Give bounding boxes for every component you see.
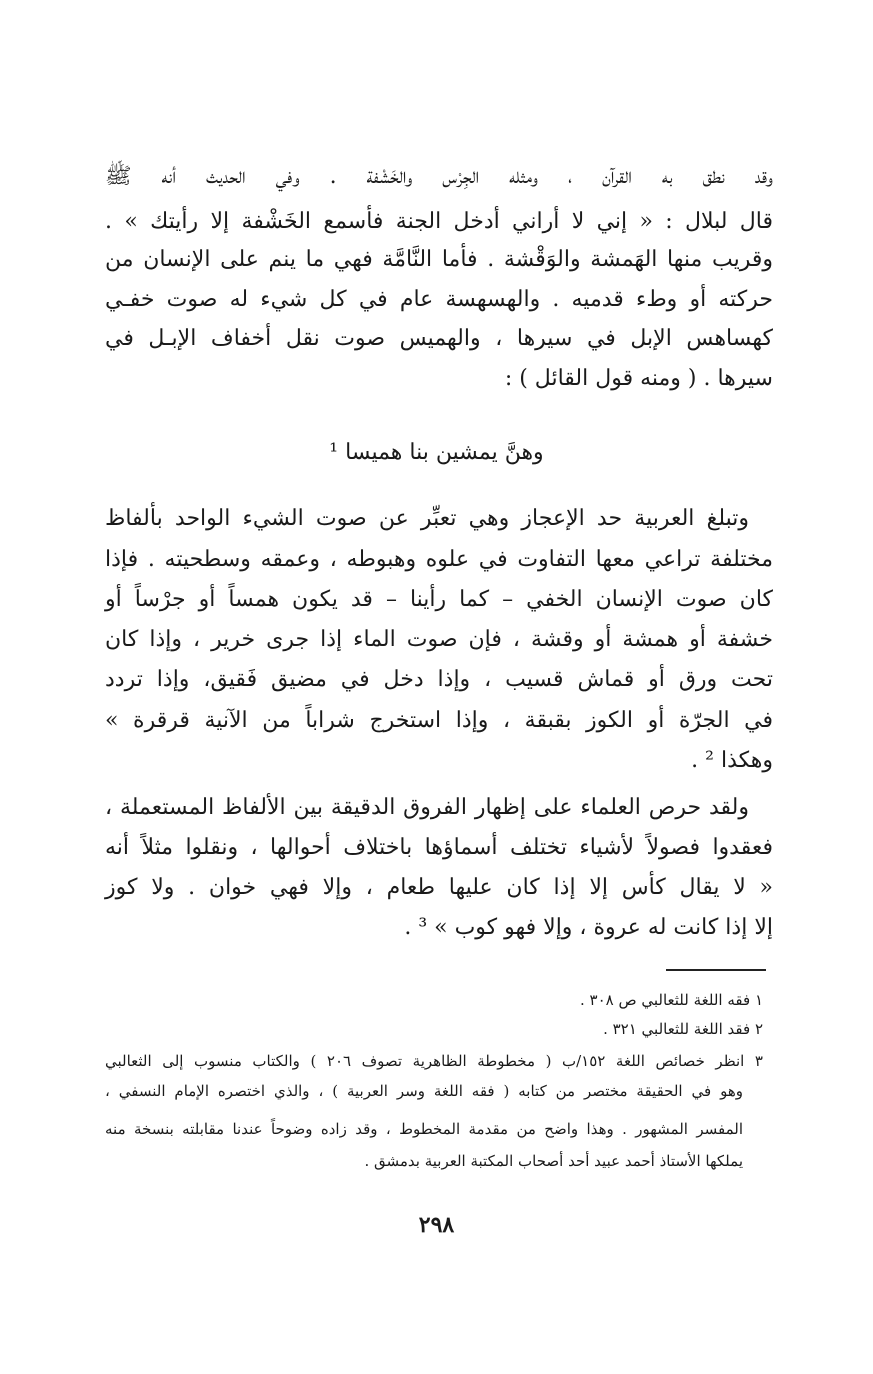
body-line: وقريب منها الهَمشة والوَقْشة . فأما النَّامَّة فهي ما ينم على الإنسان من [105,247,773,272]
body-line: وقد نطق به القرآن ، ومثله الجِرْس والخَشْفة . وفي الحديث أنه ﷺ [105,164,773,189]
body-line: في الجرّة أو الكوز بقبقة ، وإذا استخرج شراباً من الآنية قرقرة » [105,708,773,733]
footnote-line: ٣ انظر خصائص اللغة ١٥٢/ب ( مخطوطة الظاهرية تصوف ٢٠٦ ) والكتاب منسوب إلى الثعالبي [105,1052,763,1070]
body-line: كهساهس الإبل في سيرها ، والهميس صوت نقل أخفاف الإبـل في [105,326,773,351]
footnote-line: ١ فقه اللغة للثعالبي ص ٣٠٨ . [579,991,763,1009]
body-line: ولقد حرص العلماء على إظهار الفروق الدقيقة بين الألفاظ المستعملة ، [105,795,749,820]
footnote-line: يملكها الأستاذ أحمد عبيد أحد أصحاب المكتبة العربية بدمشق . [364,1152,743,1170]
body-line: إلا إذا كانت له عروة ، وإلا فهو كوب » ³ . [404,915,773,940]
body-line: سيرها . ( ومنه قول القائل ) : [504,366,773,391]
footnote-line: ٢ فقد اللغة للثعالبي ٣٢١ . [603,1020,763,1038]
body-line: مختلفة تراعي معها التفاوت في علوه وهبوطه ، وعمقه وسطحيته . فإذا [105,547,773,572]
body-line: وهكذا ² . [691,748,773,773]
page-number: ٢٩٨ [418,1212,455,1238]
body-line: « لا يقال كأس إلا إذا كان عليها طعام ، وإلا فهي خوان . ولا كوز [105,875,773,900]
body-line: خشفة أو همشة أو وقشة ، فإن صوت الماء إذا جرى خرير ، وإذا كان [105,627,773,652]
body-line: حركته أو وطء قدميه . والهسهسة عام في كل شيء له صوت خفـي [105,287,773,312]
footnote-line: المفسر المشهور . وهذا واضح من مقدمة المخطوط ، وقد زاده وضوحاً عندنا مقابلته بنسخة منه [105,1120,743,1138]
verse-line: وهنَّ يمشين بنا هميسا ¹ [329,440,544,465]
footnote-line: وهو في الحقيقة مختصر من كتابه ( فقه اللغة وسر العربية ) ، والذي اختصره الإمام النسفي ، [105,1082,743,1100]
body-line: وتبلغ العربية حد الإعجاز وهي تعبِّر عن صوت الشيء الواحد بألفاظ [105,506,749,531]
footnote-separator [666,969,766,971]
body-line: فعقدوا فصولاً لأشياء تختلف أسماؤها باختلاف أحوالها ، ونقلوا مثلاً أنه [105,835,773,860]
body-line: كان صوت الإنسان الخفي – كما رأينا – قد يكون همساً أو جرْساً أو [105,587,773,612]
body-line: تحت ورق أو قماش قسيب ، وإذا دخل في مضيق فَقيق، وإذا تردد [105,667,773,692]
body-line: قال لبلال : « إني لا أراني أدخل الجنة فأسمع الخَشْفة إلا رأيتك » . [105,209,773,234]
